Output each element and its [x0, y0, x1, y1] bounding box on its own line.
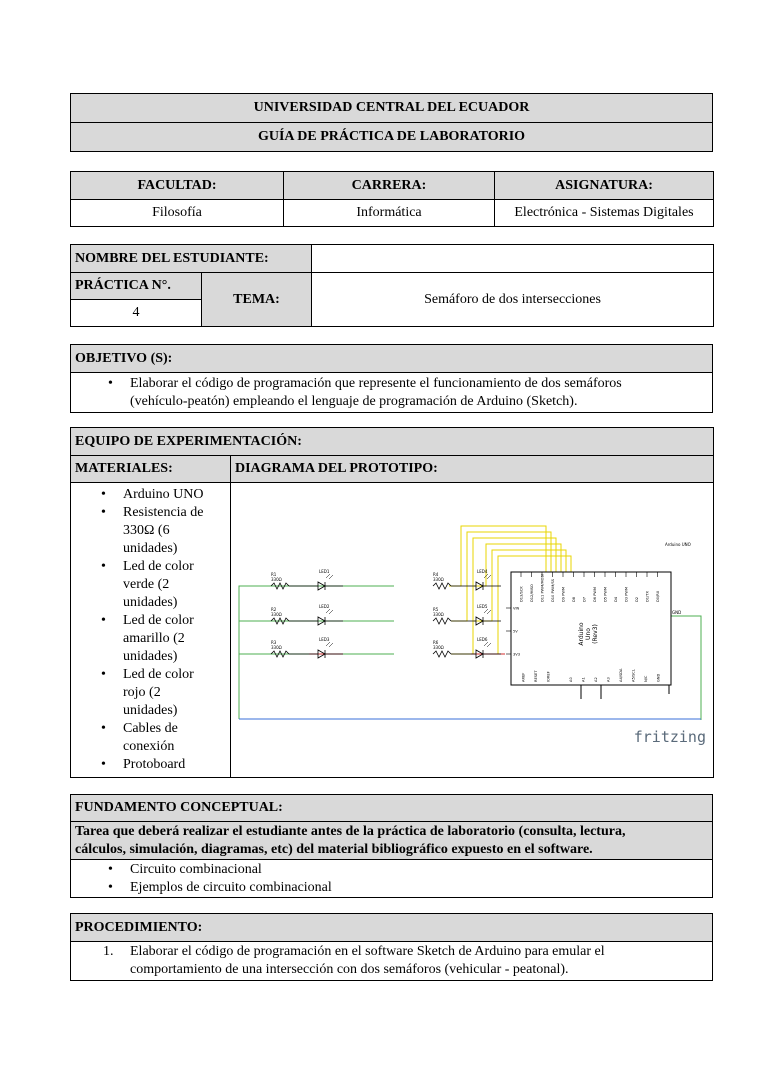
svg-text:(Rev3): (Rev3): [592, 623, 599, 644]
fundamentals-list: [75, 861, 708, 897]
fundamentals-task-line-1: Tarea que deberá realizar el estudiante antes de la práctica de laboratorio (consulta, lectura,: [75, 823, 626, 839]
fundamentals-task: [71, 822, 713, 860]
student-name-label: NOMBRE DEL ESTUDIANTE:: [71, 245, 312, 273]
resistor-symbol: [433, 618, 451, 624]
materials-list: [71, 486, 230, 774]
arduino-pin-label: D1/TX: [645, 590, 650, 602]
resistor-group: [271, 572, 476, 657]
circuit-diagram: [231, 484, 712, 777]
arduino-pin-label: RESET: [534, 669, 538, 682]
faculty-value: Filosofía: [71, 200, 284, 227]
arduino-pin-label: A2: [594, 676, 598, 682]
fundamentals-item: • Ejemplos de circuito combinacional: [130, 879, 708, 897]
arduino-pin-label: D0/RX: [656, 590, 660, 602]
procedure-step: [103, 943, 708, 979]
arduino-pin-label: A0: [569, 676, 573, 682]
arduino-pin-label: D10 PWM/SS: [551, 578, 555, 602]
arduino-pin-label: IOREF: [546, 670, 551, 682]
arduino-pin-label: D2: [635, 596, 639, 602]
material-item: • Resistencia de 330Ω (6 unidades): [123, 504, 230, 558]
fundamentals-label: FUNDAMENTO CONCEPTUAL:: [71, 795, 713, 822]
resistor-value: 330Ω: [433, 611, 444, 617]
resistor-label: R1: [271, 571, 277, 577]
resistor-value: 330Ω: [433, 644, 444, 650]
arduino-pin-label: AREF: [521, 672, 526, 682]
resistor-label: R3: [271, 639, 277, 645]
arduino-pin-label: N/C: [644, 675, 648, 682]
procedure-table: [70, 913, 713, 981]
gnd-pin-label: GND: [672, 609, 682, 615]
arduino-pin-label: A3: [606, 676, 611, 682]
arduino-pin-label: A5/SCL: [631, 668, 636, 682]
material-item: • Arduino UNO: [123, 486, 230, 504]
objective-line-1: Elaborar el código de programación que represente el funcionamiento de dos semáforos: [130, 375, 622, 391]
arduino-name: [578, 622, 599, 646]
arduino-pin-label: D11 PWM/MOSI: [540, 573, 545, 602]
career-label: CARRERA:: [284, 172, 495, 200]
header-table: [70, 93, 713, 152]
materials-cell: [71, 483, 231, 778]
arduino-pin-label: D7: [582, 596, 587, 602]
procedure-step-line-2: comportamiento de una intersección con dos semáforos (vehicular - peatonal).: [130, 962, 569, 977]
objective-label: OBJETIVO (S):: [71, 345, 713, 373]
objective-list: [75, 375, 708, 411]
material-item: • Led de color amarillo (2 unidades): [123, 612, 230, 666]
topic-label: TEMA:: [202, 273, 312, 327]
fritzing-watermark: fritzing: [633, 727, 706, 746]
objective-line-2: (vehículo-peatón) empleando el lenguaje de programación de Arduino (Sketch).: [130, 393, 578, 409]
led-label: LED3: [319, 636, 330, 642]
arduino-pin-label: D13/SCK: [519, 585, 524, 602]
resistor-value: 330Ω: [271, 644, 282, 650]
material-item: • Led de color rojo (2 unidades): [123, 666, 230, 720]
arduino-pin-label: D6 PWM: [593, 586, 597, 602]
resistor-value: 330Ω: [271, 576, 282, 582]
procedure-label: PROCEDIMIENTO:: [71, 914, 713, 942]
faculty-label: FACULTAD:: [71, 172, 284, 200]
practice-label: PRÁCTICA N°.: [71, 273, 202, 300]
arduino-pin-label: GND: [656, 673, 661, 682]
objective-body: [71, 373, 713, 413]
fundamentals-task-line-2: cálculos, simulación, diagramas, etc) del material bibliográfico expuesto en el software.: [75, 841, 593, 857]
arduino-pin-label: D12/MISO: [530, 583, 534, 602]
led-label: LED1: [319, 568, 330, 574]
career-value: Informática: [284, 200, 495, 227]
led-group: [318, 569, 501, 658]
material-item: • Led de color verde (2 unidades): [123, 558, 230, 612]
arduino-pin-label: D9 PWM: [561, 586, 566, 602]
resistor-label: R5: [433, 606, 439, 612]
student-name-value[interactable]: [312, 245, 714, 273]
fundamentals-body: [71, 860, 713, 898]
svg-text:Arduino: Arduino: [578, 621, 585, 646]
objective-table: [70, 344, 713, 413]
university-title: UNIVERSIDAD CENTRAL DEL ECUADOR: [71, 94, 713, 123]
resistor-label: R6: [433, 639, 439, 645]
arduino-pin-label: D3 PWM: [624, 586, 629, 602]
arduino-pin-label: D8: [572, 596, 576, 602]
equipment-table: [70, 427, 714, 778]
fundamentals-item: • Circuito combinacional: [130, 861, 708, 879]
student-table: [70, 244, 714, 327]
topic-value: Semáforo de dos intersecciones: [312, 273, 714, 327]
resistor-symbol: [433, 583, 451, 589]
objective-item: [130, 375, 708, 411]
procedure-step-number: 1.: [103, 944, 114, 959]
material-item: • Protoboard: [123, 756, 230, 774]
procedure-list: [75, 943, 708, 979]
material-item: • Cables de conexión: [123, 720, 230, 756]
resistor-symbol: [433, 651, 451, 657]
guide-title: GUÍA DE PRÁCTICA DE LABORATORIO: [71, 123, 713, 152]
arduino-board-label: Arduino UNO: [665, 541, 691, 547]
led-label: LED6: [477, 636, 488, 642]
equipment-label: EQUIPO DE EXPERIMENTACIÓN:: [71, 428, 714, 456]
diagram-label: DIAGRAMA DEL PROTOTIPO:: [231, 456, 714, 483]
arduino-pin-label: 3V3: [513, 652, 521, 656]
led-label: LED5: [477, 603, 488, 609]
subject-value: Electrónica - Sistemas Digitales: [495, 200, 714, 227]
led-label: LED4: [477, 568, 488, 574]
fundamentals-table: [70, 794, 713, 898]
resistor-label: R2: [271, 606, 277, 612]
led-label: LED2: [319, 603, 330, 609]
svg-text:Uno: Uno: [585, 627, 592, 640]
materials-label: MATERIALES:: [71, 456, 231, 483]
arduino-pin-label: D4: [614, 596, 618, 602]
arduino-pin-label: A1: [581, 676, 586, 682]
practice-number: 4: [71, 300, 202, 327]
arduino-pin-label: A4/SDA: [619, 668, 623, 682]
arduino-pin-label: VIN: [513, 606, 520, 610]
arduino-pin-label: D5 PWM: [603, 586, 608, 602]
course-table: [70, 171, 714, 227]
procedure-step-line-1: Elaborar el código de programación en el software Sketch de Arduino para emular el: [130, 944, 605, 959]
subject-label: ASIGNATURA:: [495, 172, 714, 200]
procedure-body: [71, 942, 713, 981]
resistor-label: R4: [433, 571, 439, 577]
resistor-value: 330Ω: [433, 576, 444, 582]
arduino-pin-label: 5V: [513, 629, 518, 633]
diagram-cell: [231, 483, 714, 778]
resistor-value: 330Ω: [271, 611, 282, 617]
